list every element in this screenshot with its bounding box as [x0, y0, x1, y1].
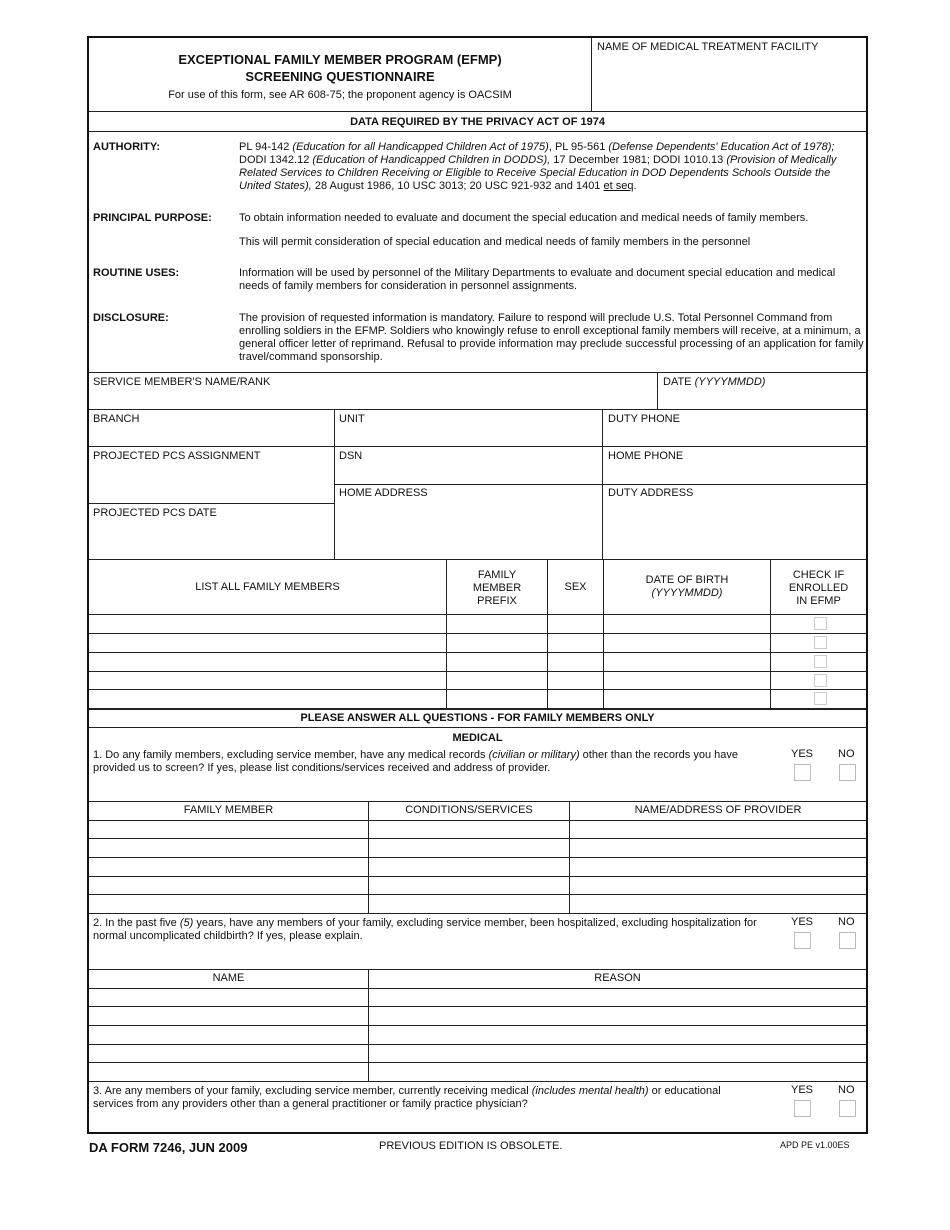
purpose-label: PRINCIPAL PURPOSE: — [93, 212, 212, 224]
authority-text: PL 94-142 (Education for all Handicapped Children Act of 1975), PL 95-561 (Defense Dependents' Education Act of 1978); DODI 1342.12 (Education of Handicapped Children in DODDS), 17 December 1981; DODI 1010.13 (Provision of Medically Related Services to Children Receiving or Eligible to Receive Special Education in DOD Dependents Schools Outside the United States), 28 August 1986, 10 USC 3013; 20 USC 921-932 and 1401 et seq. — [239, 141, 837, 192]
q2-no-checkbox[interactable] — [839, 932, 856, 949]
home-address-input[interactable] — [339, 501, 599, 556]
home-address-label: HOME ADDRESS — [339, 487, 428, 499]
dsn-label: DSN — [339, 450, 363, 462]
q1-yes-checkbox[interactable] — [794, 764, 811, 781]
q2-no-label: NO — [838, 916, 855, 928]
obsolete-notice: PREVIOUS EDITION IS OBSOLETE. — [379, 1140, 563, 1152]
form-id: DA FORM 7246, JUN 2009 — [89, 1140, 248, 1155]
q1-no-checkbox[interactable] — [839, 764, 856, 781]
facility-input[interactable] — [597, 56, 863, 108]
dob-header: DATE OF BIRTH (YYYYMMDD) — [645, 574, 729, 599]
member-name-input[interactable] — [93, 390, 653, 408]
efmp-checkbox[interactable] — [814, 617, 827, 630]
t1-provider-header: NAME/ADDRESS OF PROVIDER — [634, 804, 802, 816]
efmp-checkbox[interactable] — [814, 636, 827, 649]
question-2: 2. In the past five (5) years, have any members of your family, excluding service member, been hospitalized, excluding hospitalization for normal uncomplicated childbirth? If yes, please explain. — [93, 917, 757, 942]
home-phone-label: HOME PHONE — [608, 450, 684, 462]
question-3: 3. Are any members of your family, excluding service member, currently receiving medical (includes mental health) or educational services from any providers other than a general practitioner or family practice physician? — [93, 1085, 721, 1110]
home-phone-input[interactable] — [608, 464, 863, 482]
medical-heading: MEDICAL — [452, 732, 503, 744]
unit-label: UNIT — [339, 413, 365, 425]
duty-address-input[interactable] — [608, 501, 863, 556]
pcs-date-input[interactable] — [93, 521, 331, 556]
efmp-header: CHECK IF ENROLLED IN EFMP — [788, 569, 849, 607]
form-subtitle: For use of this form, see AR 608-75; the proponent agency is OACSIM — [168, 89, 512, 101]
disclosure-text: The provision of requested information is mandatory. Failure to respond will preclude U.S. Total Personnel Command from enrolling soldiers in the EFMP. Soldiers who knowingly refuse to enroll exceptional family members will receive, at a minimum, a general officer letter of reprimand. Refusal to provide information may preclude successful processing of an application for family travel/command sponsorship. — [239, 312, 864, 363]
t1-conditions-header: CONDITIONS/SERVICES — [405, 804, 533, 816]
disclosure-label: DISCLOSURE: — [93, 312, 169, 324]
q3-no-label: NO — [838, 1084, 855, 1096]
branch-input[interactable] — [93, 427, 331, 445]
form-title-line1: EXCEPTIONAL FAMILY MEMBER PROGRAM (EFMP) — [178, 52, 502, 67]
form-title-line2: SCREENING QUESTIONNAIRE — [245, 69, 435, 84]
efmp-checkbox[interactable] — [814, 655, 827, 668]
prefix-header: FAMILY MEMBER PREFIX — [472, 569, 522, 607]
date-label: DATE (YYYYMMDD) — [663, 376, 766, 388]
facility-label: NAME OF MEDICAL TREATMENT FACILITY — [597, 41, 819, 53]
family-members-header: LIST ALL FAMILY MEMBERS — [195, 581, 340, 593]
branch-label: BRANCH — [93, 413, 140, 425]
q1-yes-label: YES — [791, 748, 814, 760]
t2-name-header: NAME — [212, 972, 245, 984]
sex-header: SEX — [564, 581, 587, 593]
q1-no-label: NO — [838, 748, 855, 760]
q2-yes-label: YES — [791, 916, 814, 928]
purpose-text1: To obtain information needed to evaluate and document the special education and medical needs of family members. — [239, 212, 809, 224]
question-1: 1. Do any family members, excluding service member, have any medical records (civilian or military) other than the records you have provided us to screen? If yes, please list conditions/services received and address of provider. — [93, 749, 739, 774]
routine-text: Information will be used by personnel of the Military Departments to evaluate and document special education and medical needs of family members for consideration in personnel assignments. — [239, 267, 836, 292]
efmp-form — [87, 36, 868, 1134]
date-input[interactable] — [663, 390, 863, 408]
pcs-assignment-input[interactable] — [93, 464, 331, 500]
authority-label: AUTHORITY: — [93, 141, 161, 153]
t1-family-member-header: FAMILY MEMBER — [183, 804, 274, 816]
purpose-text2: This will permit consideration of special education and medical needs of family members in the personnel — [239, 236, 751, 248]
pcs-date-label: PROJECTED PCS DATE — [93, 507, 217, 519]
dsn-input[interactable] — [339, 464, 599, 482]
duty-address-label: DUTY ADDRESS — [608, 487, 694, 499]
q2-yes-checkbox[interactable] — [794, 932, 811, 949]
questions-heading: PLEASE ANSWER ALL QUESTIONS - FOR FAMILY MEMBERS ONLY — [300, 712, 655, 724]
q3-yes-label: YES — [791, 1084, 814, 1096]
routine-label: ROUTINE USES: — [93, 267, 180, 279]
duty-phone-label: DUTY PHONE — [608, 413, 680, 425]
efmp-checkbox[interactable] — [814, 674, 827, 687]
efmp-checkbox[interactable] — [814, 692, 827, 705]
q3-yes-checkbox[interactable] — [794, 1100, 811, 1117]
t2-reason-header: REASON — [594, 972, 641, 984]
version-label: APD PE v1.00ES — [780, 1140, 850, 1150]
form-title — [89, 51, 591, 85]
pcs-assignment-label: PROJECTED PCS ASSIGNMENT — [93, 450, 261, 462]
q3-no-checkbox[interactable] — [839, 1100, 856, 1117]
privacy-heading: DATA REQUIRED BY THE PRIVACY ACT OF 1974 — [350, 116, 605, 128]
member-name-label: SERVICE MEMBER'S NAME/RANK — [93, 376, 271, 388]
duty-phone-input[interactable] — [608, 427, 863, 445]
header-divider — [591, 38, 592, 111]
unit-input[interactable] — [339, 427, 599, 445]
